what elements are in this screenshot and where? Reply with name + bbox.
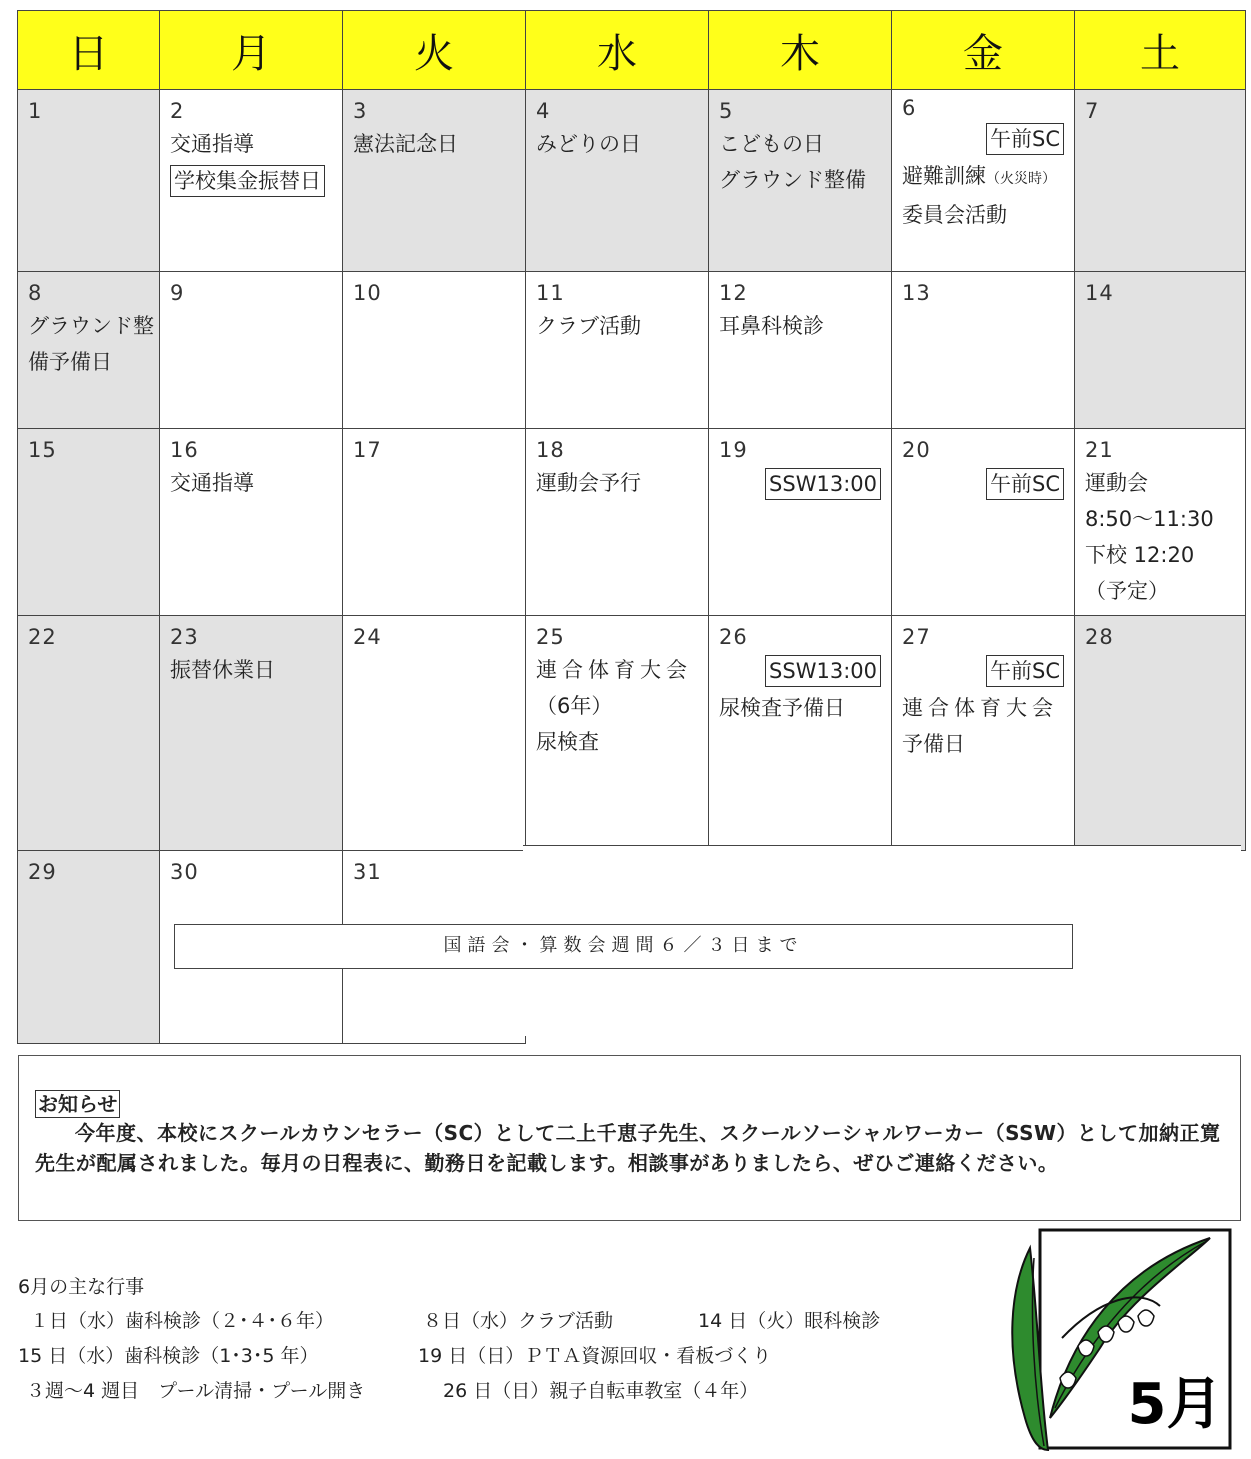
june-event: ８日（水）クラブ活動 <box>423 1310 614 1332</box>
event: クラブ活動 <box>536 314 641 338</box>
day-number: 30 <box>170 860 199 884</box>
day-number: 4 <box>536 99 551 123</box>
sc-badge: 午前SC <box>986 468 1064 500</box>
event: 連合体育大会 <box>902 696 1058 720</box>
event: （6年） <box>536 694 613 718</box>
week-row <box>18 90 1246 272</box>
weekday-header-row <box>18 11 1246 90</box>
day-cell <box>892 272 1075 429</box>
notice-title: お知らせ <box>35 1090 120 1118</box>
day-number: 3 <box>353 99 368 123</box>
day-cell <box>709 616 892 851</box>
june-event: １日（水）歯科検診（２･４･６年） <box>30 1310 335 1332</box>
june-event: 26 日（日）親子自転車教室（４年） <box>443 1380 759 1402</box>
june-heading: 6月の主な行事 <box>18 1276 145 1298</box>
day-number: 25 <box>536 625 565 649</box>
event: 憲法記念日 <box>353 132 458 156</box>
day-cell <box>160 272 343 429</box>
day-number: 12 <box>719 281 748 305</box>
day-cell <box>526 272 709 429</box>
day-number: 5 <box>719 99 734 123</box>
day-cell <box>343 616 526 851</box>
day-number: 31 <box>353 860 382 884</box>
event: 8:50～11:30 <box>1085 507 1214 531</box>
notice-body: 今年度、本校にスクールカウンセラー（SC）として二上千恵子先生、スクールソーシャルワーカー（SSW）として加納正寛先生が配属されました。毎月の日程表に、勤務日を記載します。相談事がありましたら、ぜひご連絡ください。 <box>35 1121 1221 1175</box>
day-number: 10 <box>353 281 382 305</box>
day-number: 6 <box>902 96 917 120</box>
day-number: 24 <box>353 625 382 649</box>
day-number: 20 <box>902 438 931 462</box>
weekday-sat: 土 <box>1075 11 1246 90</box>
day-cell <box>343 90 526 272</box>
event: 連合体育大会 <box>536 658 692 682</box>
june-event: 19 日（日）ＰＴＡ資源回収・看板づくり <box>418 1345 772 1367</box>
day-cell <box>343 272 526 429</box>
week-row <box>18 429 1246 616</box>
june-event: 15 日（水）歯科検診（1･3･5 年） <box>18 1345 319 1367</box>
event: 交通指導 <box>170 132 254 156</box>
weekday-sun: 日 <box>18 11 160 90</box>
week-banner: 国語会・算数会週間６／３日まで <box>174 924 1073 969</box>
day-cell <box>160 616 343 851</box>
june-event: 14 日（火）眼科検診 <box>698 1310 881 1332</box>
event: みどりの日 <box>536 132 641 156</box>
day-number: 17 <box>353 438 382 462</box>
day-cell <box>1075 429 1246 616</box>
event: 尿検査予備日 <box>719 696 845 720</box>
june-row <box>18 1374 978 1409</box>
ssw-badge: SSW13:00 <box>765 468 881 500</box>
ssw-badge: SSW13:00 <box>765 655 881 687</box>
event: 下校 12:20 <box>1085 543 1195 567</box>
event: 振替休業日 <box>170 658 275 682</box>
day-number: 14 <box>1085 281 1114 305</box>
day-cell <box>160 90 343 272</box>
june-events <box>18 1272 978 1409</box>
day-cell <box>18 90 160 272</box>
weekday-fri: 金 <box>892 11 1075 90</box>
day-cell <box>709 429 892 616</box>
day-cell <box>18 429 160 616</box>
event: グラウンド整 <box>28 314 154 338</box>
event: 予備日 <box>902 732 965 756</box>
event: 運動会 <box>1085 471 1148 495</box>
day-cell <box>526 90 709 272</box>
day-number: 7 <box>1085 99 1100 123</box>
day-cell <box>343 429 526 616</box>
day-cell <box>709 90 892 272</box>
week-row <box>18 272 1246 429</box>
june-row <box>18 1339 978 1374</box>
day-number: 2 <box>170 99 185 123</box>
day-number: 9 <box>170 281 185 305</box>
sc-badge: 午前SC <box>986 123 1064 155</box>
day-cell <box>18 851 160 1044</box>
day-number: 8 <box>28 281 43 305</box>
event: こどもの日 <box>719 132 824 156</box>
event: 備予備日 <box>28 350 112 374</box>
day-cell <box>892 90 1075 272</box>
month-badge <box>1120 1370 1230 1440</box>
event: 交通指導 <box>170 471 254 495</box>
day-cell <box>892 429 1075 616</box>
day-number: 22 <box>28 625 57 649</box>
day-number: 27 <box>902 625 931 649</box>
june-event: ３週～4 週目 プール清掃・プール開き <box>26 1380 366 1402</box>
sc-badge: 午前SC <box>986 655 1064 687</box>
day-number: 29 <box>28 860 57 884</box>
day-cell <box>526 429 709 616</box>
month-label: 5月 <box>1127 1372 1223 1437</box>
event: グラウンド整備 <box>719 168 866 192</box>
weekday-mon: 月 <box>160 11 343 90</box>
day-number: 21 <box>1085 438 1114 462</box>
day-cell <box>18 616 160 851</box>
day-number: 15 <box>28 438 57 462</box>
event: 尿検査 <box>536 730 599 754</box>
notice-box <box>18 1055 1241 1221</box>
event: 避難訓練 <box>902 164 986 188</box>
weekday-wed: 水 <box>526 11 709 90</box>
event-note: （火災時） <box>986 171 1056 187</box>
day-cell <box>1075 272 1246 429</box>
day-number: 1 <box>28 99 43 123</box>
day-cell <box>160 429 343 616</box>
leaf-left <box>1012 1248 1048 1450</box>
event: 委員会活動 <box>902 203 1007 227</box>
event: 運動会予行 <box>536 471 641 495</box>
week-row <box>18 616 1246 851</box>
day-number: 13 <box>902 281 931 305</box>
day-number: 11 <box>536 281 565 305</box>
day-cell <box>526 616 709 851</box>
weekday-thu: 木 <box>709 11 892 90</box>
day-cell <box>1075 90 1246 272</box>
day-number: 18 <box>536 438 565 462</box>
weekday-tue: 火 <box>343 11 526 90</box>
day-cell <box>709 272 892 429</box>
june-row <box>18 1304 978 1339</box>
day-number: 26 <box>719 625 748 649</box>
event: 耳鼻科検診 <box>719 314 824 338</box>
day-cell <box>892 616 1075 851</box>
day-number: 23 <box>170 625 199 649</box>
day-cell <box>18 272 160 429</box>
day-number: 19 <box>719 438 748 462</box>
day-number: 28 <box>1085 625 1114 649</box>
event: （予定） <box>1085 579 1169 603</box>
day-number: 16 <box>170 438 199 462</box>
day-cell <box>1075 616 1246 851</box>
boxed-event: 学校集金振替日 <box>170 165 325 197</box>
